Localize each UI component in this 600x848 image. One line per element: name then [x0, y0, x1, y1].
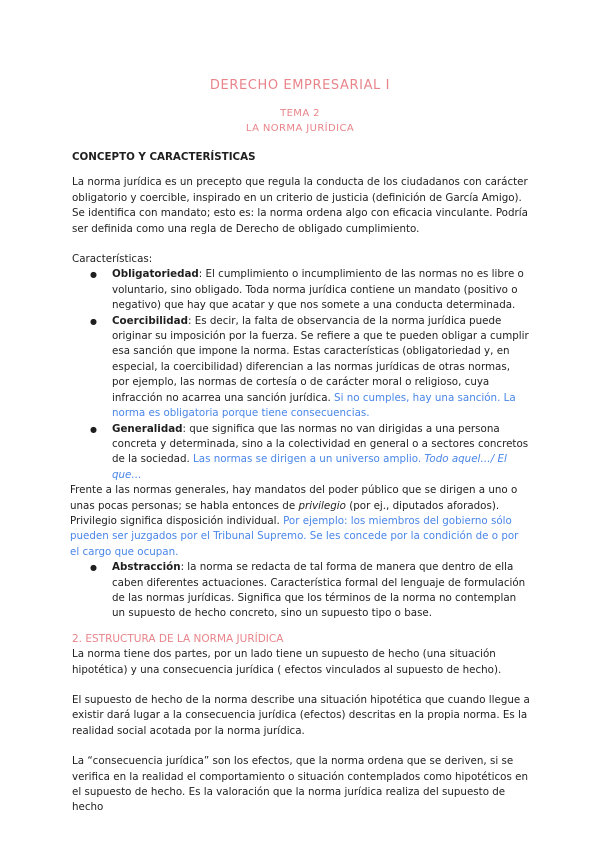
text-abstraccion: : la norma se redacta de tal forma de manera que dentro de ella caben diferentes actuaciones. Característica formal del lenguaje de formulación de las normas jurídicas. Significa que los términos de la norma no contemplan un supuesto de hecho concreto, sino un supuesto tipo o base. [112, 561, 526, 620]
privilegio-italic: privilegio [298, 499, 346, 512]
tema-label: TEMA 2 [280, 108, 320, 119]
note-generalidad: Las normas se dirigen a un universo amplio. [189, 453, 425, 466]
text-obligatoriedad: : El cumplimiento o incumplimiento de las normas no es libre o voluntario, sino obligado. Toda norma jurídica contiene un mandato (positivo o negativo) que hay que acatar y que nos somete a una conducta determinada. [112, 268, 524, 312]
document-title: DERECHO EMPRESARIAL I [209, 78, 391, 93]
list-item-generalidad [112, 422, 530, 484]
list-item-coercibilidad [112, 314, 530, 422]
term-abstraccion: Abstracción [112, 561, 181, 574]
term-generalidad: Generalidad [112, 422, 183, 435]
intro-paragraph: La norma jurídica es un precepto que regula la conducta de los ciudadanos con carácter obligatorio y coercible, inspirado en un criterio de justicia (definición de García Amigo). Se identifica con mandato; esto es: la norma ordena algo con eficacia vinculante. Podría ser definida como una regla de Derecho de obligado cumplimiento. [72, 176, 528, 235]
note-coercibilidad: Si no cumples, hay una sanción. La norma es obligatoria porque tiene consecuencias. [112, 391, 516, 420]
term-coercibilidad: Coercibilidad [112, 314, 188, 327]
caracteristicas-label: Características: [72, 253, 153, 266]
list-item-abstraccion [112, 560, 530, 622]
estructura-paragraph-1: La norma tiene dos partes, por un lado tiene un supuesto de hecho (una situación hipotética) y una consecuencia jurídica ( efectos vinculados al supuesto de hecho). [72, 648, 502, 676]
privilegio-paragraph [70, 483, 530, 560]
text-generalidad: : que significa que las normas no van dirigidas a una persona concreta y determinada, sino a la colectividad en general o a sectores concretos de la sociedad. [112, 422, 529, 466]
term-obligatoriedad: Obligatoriedad [112, 268, 199, 281]
estructura-paragraph-3: La “consecuencia jurídica” son los efectos, que la norma ordena que se deriven, si se verifica en la realidad el comportamiento o situación contemplados como hipotéticos en el supuesto de hecho. Es la valoración que la norma jurídica realiza del supuesto de hecho [72, 755, 528, 814]
note-generalidad-italic: Todo aquel…/ El que… [112, 453, 507, 481]
text-coercibilidad: : Es decir, la falta de observancia de la norma jurídica puede originar su imposición por la fuerza. Se refiere a que te pueden obligar a cumplir esa sanción que impone la norma. Estas características (obligatoriedad y, en especial, la coercibilidad) diferencian a las normas jurídicas de otras normas, por ejemplo, las normas de cortesía o de carácter moral o religioso, cuya infracción no acarrea una sanción jurídica. [112, 314, 529, 404]
section-heading-estructura: 2. ESTRUCTURA DE LA NORMA JURÍDICA [72, 632, 284, 645]
privilegio-text-b: (por ej., diputados aforados). Privilegio significa disposición individual. [70, 499, 500, 527]
characteristics-list-2 [72, 560, 530, 622]
section-heading-concepto: CONCEPTO Y CARACTERÍSTICAS [72, 151, 256, 163]
list-item-obligatoriedad [112, 267, 530, 313]
privilegio-note: Por ejemplo: los miembros del gobierno sólo pueden ser juzgados por el Tribunal Supremo. Se les concede por la condición de o por el cargo que ocupan. [70, 514, 519, 558]
characteristics-list [72, 267, 530, 483]
document-body [72, 150, 530, 816]
estructura-paragraph-2: El supuesto de hecho de la norma describe una situación hipotética que cuando llegue a existir dará lugar a la consecuencia jurídica (efectos) descritas en la propia norma. Es la realidad social acotada por la norma jurídica. [72, 694, 530, 737]
privilegio-text-a: Frente a las normas generales, hay mandatos del poder público que se dirigen a uno o unas pocas personas; se habla entonces de [70, 484, 518, 512]
tema-subtitle: LA NORMA JURÍDICA [245, 123, 355, 134]
